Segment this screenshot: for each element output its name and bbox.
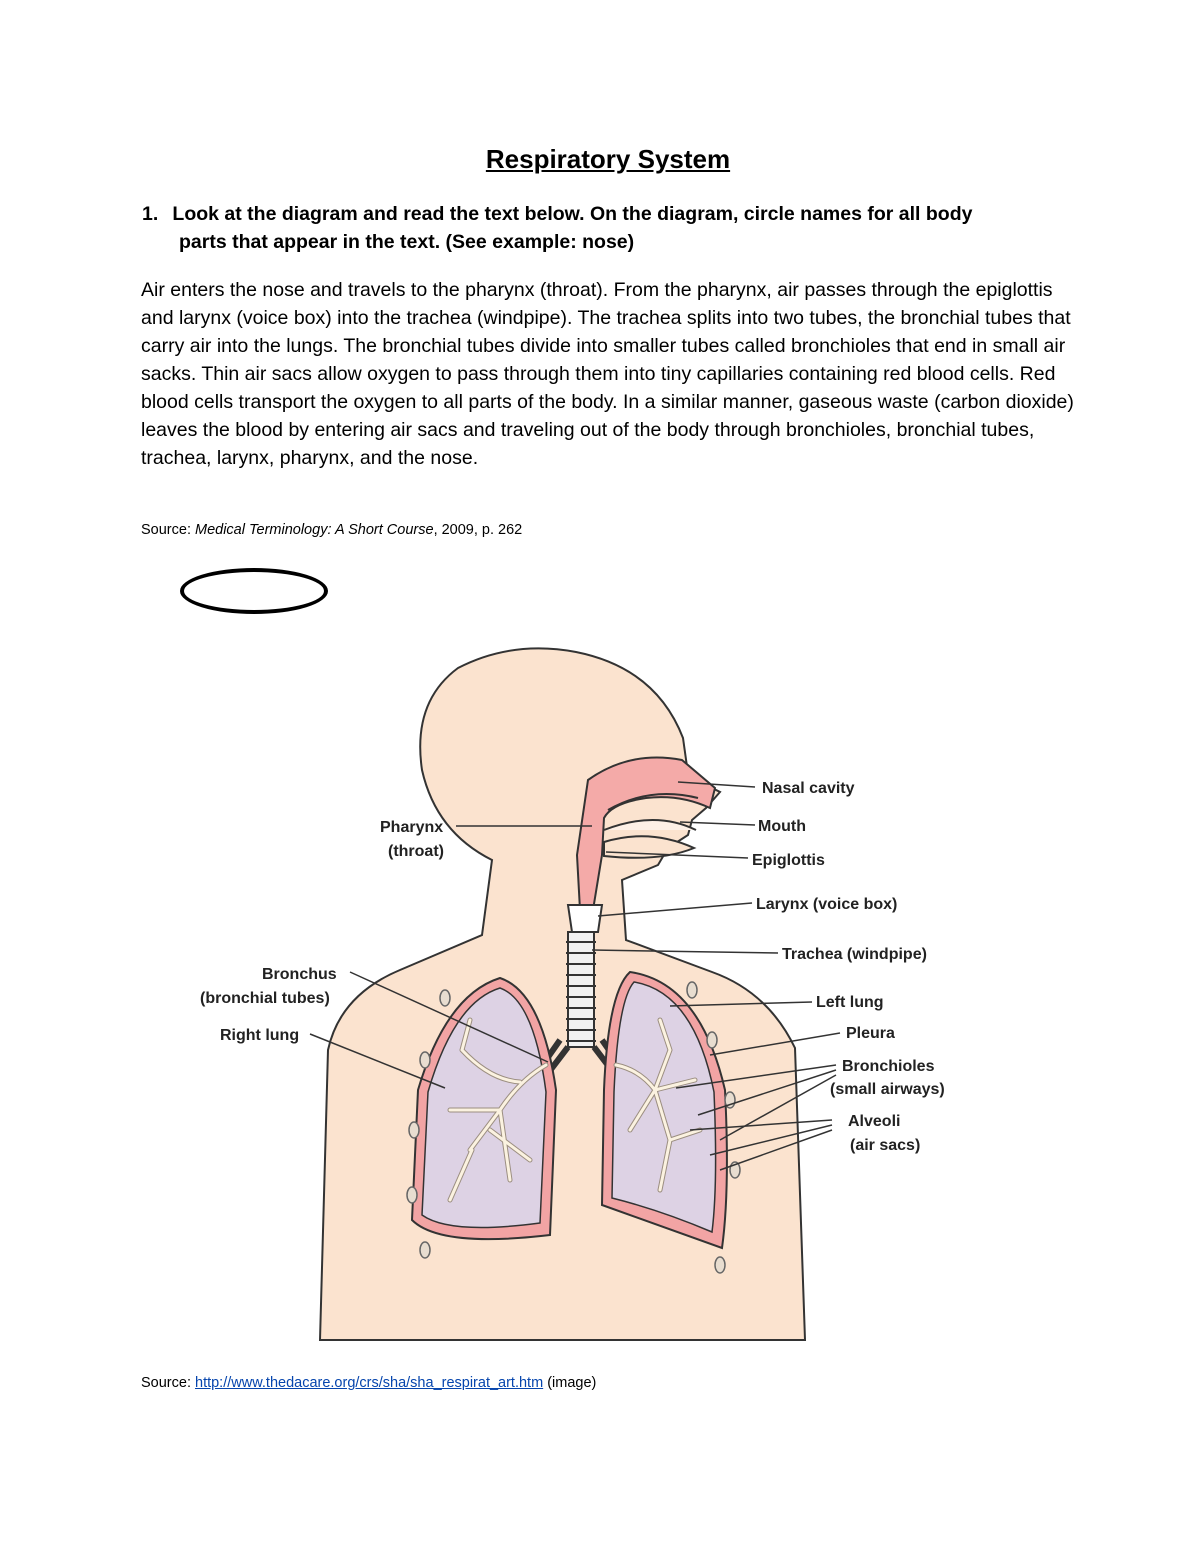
label-bronchioles: Bronchioles bbox=[842, 1058, 935, 1075]
label-pharynx-sub: (throat) bbox=[388, 843, 444, 860]
source-link[interactable]: http://www.thedacare.org/crs/sha/sha_respirat_art.htm bbox=[195, 1375, 544, 1391]
label-mouth: Mouth bbox=[758, 818, 806, 835]
label-epiglottis: Epiglottis bbox=[752, 852, 825, 869]
instruction-number: 1. bbox=[142, 203, 159, 225]
label-right-lung: Right lung bbox=[220, 1027, 300, 1044]
text-source bbox=[141, 522, 522, 538]
source-details: , 2009, p. 262 bbox=[433, 522, 523, 538]
label-pleura: Pleura bbox=[846, 1025, 895, 1042]
reading-passage: Air enters the nose and travels to the pharynx (throat). From the pharynx, air passes through the epiglottis and larynx (voice box) into the trachea (windpipe). The trachea splits into two tubes, the bronchial tubes that carry air into the lungs. The bronchial tubes divide into smaller tubes called bronchioles that end in small air sacks. Thin air sacs allow oxygen to pass through them into tiny capillaries containing red blood cells. Red blood cells transport the oxygen to all parts of the body. In a similar manner, gaseous waste (carbon dioxide) leaves the blood by entering air sacs and traveling out of the body through bronchioles, bronchial tubes, trachea, larynx, pharynx, and the nose. bbox=[141, 279, 1074, 469]
source-note: (image) bbox=[543, 1375, 597, 1391]
label-nasal-cavity: Nasal cavity bbox=[762, 780, 855, 797]
body-outline bbox=[320, 648, 805, 1340]
source-prefix: Source: bbox=[141, 1375, 195, 1391]
respiratory-diagram bbox=[200, 610, 980, 1360]
label-trachea: Trachea (windpipe) bbox=[782, 946, 927, 963]
label-alveoli-sub: (air sacs) bbox=[850, 1137, 921, 1154]
page-title: Respiratory System bbox=[485, 144, 731, 174]
instruction-line-1: Look at the diagram and read the text below. On the diagram, circle names for all body bbox=[172, 203, 973, 225]
label-larynx: Larynx (voice box) bbox=[756, 896, 898, 913]
source-work-title: Medical Terminology: A Short Course bbox=[195, 522, 434, 538]
label-alveoli: Alveoli bbox=[848, 1113, 901, 1130]
instruction bbox=[142, 200, 1062, 256]
instruction-line-2: parts that appear in the text. (See example: nose) bbox=[179, 231, 635, 253]
label-bronchioles-sub: (small airways) bbox=[830, 1081, 945, 1098]
source-prefix: Source: bbox=[141, 522, 195, 538]
label-bronchus-sub: (bronchial tubes) bbox=[200, 990, 330, 1007]
example-circle bbox=[180, 568, 328, 614]
image-source bbox=[141, 1375, 596, 1391]
larynx bbox=[568, 905, 602, 932]
label-left-lung: Left lung bbox=[816, 994, 884, 1011]
label-bronchus: Bronchus bbox=[262, 966, 337, 983]
label-pharynx: Pharynx bbox=[380, 819, 444, 836]
